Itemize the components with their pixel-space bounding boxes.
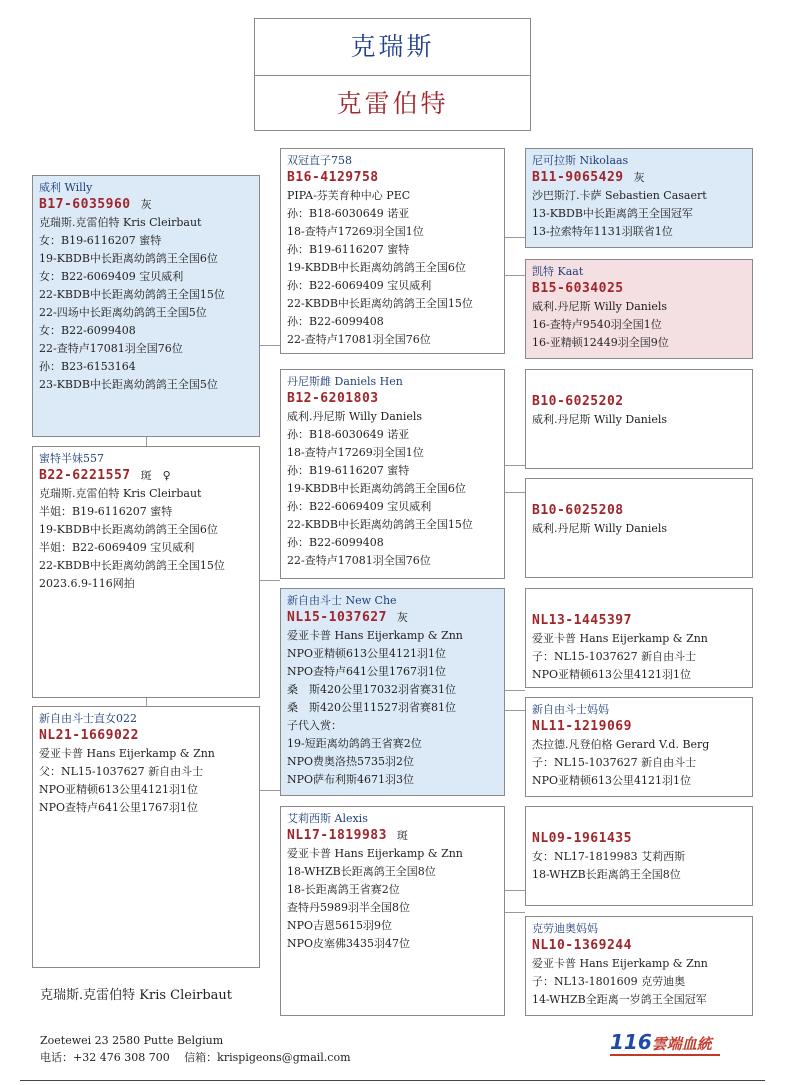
info-line: 孙：B18-6030649 诺亚 (287, 428, 410, 441)
info-line: 查特丹5989羽半全国8位 (287, 901, 410, 914)
info-line: 女：B22-6099408 (39, 324, 136, 337)
title-secondary: 克雷伯特 (336, 89, 449, 118)
info-line: 孙：B23-6153164 (39, 360, 136, 373)
pedigree-box-sire (32, 175, 260, 437)
info-line: 爱亚卡普 Hans Eijerkamp & Znn (39, 747, 215, 760)
info-line: 18-长距离鸽王省赛2位 (287, 883, 400, 896)
bottom-divider (20, 1080, 765, 1081)
ring-number: B17-6035960 灰 (39, 197, 152, 212)
info-line: NPO亚精顿613公里4121羽1位 (39, 783, 199, 796)
ring-number: NL21-1669022 (39, 728, 139, 743)
info-line: 18-查特卢17269羽全国1位 (287, 225, 424, 238)
pedigree-box-ggdam-1 (525, 259, 753, 359)
bird-name: 新自由斗士妈妈 (532, 703, 609, 716)
connector (504, 275, 525, 276)
pedigree-box-ggsire-4 (525, 806, 753, 906)
ring-number: NL11-1219069 (532, 719, 632, 734)
info-line: 14-WHZB全距离一岁鸽王全国冠军 (532, 993, 707, 1006)
info-line: 孙：B19-6116207 蜜特 (287, 464, 410, 477)
bird-name: 蜜特半妹557 (39, 452, 104, 465)
ring-number: B10-6025208 (532, 503, 624, 518)
pedigree-box-subject (32, 446, 260, 698)
info-line: 孙：B19-6116207 蜜特 (287, 243, 410, 256)
contact-info: 电话：+32 476 308 700 信箱：krispigeons@gmail.com (40, 1051, 351, 1064)
title-box (254, 18, 531, 131)
logo-number: 116 (610, 1030, 652, 1054)
bird-name: 凯特 Kaat (532, 265, 584, 278)
connector (146, 436, 147, 446)
ring-number: B11-9065429 灰 (532, 170, 645, 185)
bird-name: 尼可拉斯 Nikolaas (532, 154, 629, 167)
ring-number: NL15-1037627 灰 (287, 610, 408, 625)
connector (260, 790, 280, 791)
info-line: NPO吉恩5615羽9位 (287, 919, 393, 932)
info-line: 女：NL17-1819983 艾莉西斯 (532, 850, 686, 863)
info-line: 13-拉索特年1131羽联省1位 (532, 225, 673, 238)
ring-number: B12-6201803 (287, 391, 379, 406)
bird-name: 克劳迪奥妈妈 (532, 922, 598, 935)
info-line: 23-KBDB中长距离幼鸽鸽王全国5位 (39, 378, 218, 391)
address: Zoetewei 23 2580 Putte Belgium (40, 1034, 224, 1047)
info-line: 22-KBDB中长距离幼鸽鸽王全国15位 (287, 518, 473, 531)
info-line: 爱亚卡普 Hans Eijerkamp & Znn (532, 632, 708, 645)
info-line: PIPA-芬芙育种中心 PEC (287, 189, 411, 202)
connector (504, 912, 525, 913)
title-primary: 克瑞斯 (255, 19, 530, 76)
bird-name: 新自由斗士 New Che (287, 594, 397, 607)
info-line: 子：NL13-1801609 克劳迪奥 (532, 975, 686, 988)
ring-number: NL10-1369244 (532, 938, 632, 953)
info-line: 女：B22-6069409 宝贝威利 (39, 270, 184, 283)
connector (260, 580, 280, 581)
info-line: 22-查特卢17081羽全国76位 (39, 342, 183, 355)
info-line: 22-四场中长距离幼鸽鸽王全国5位 (39, 306, 207, 319)
info-line: 孙：B18-6030649 诺亚 (287, 207, 410, 220)
info-line: 爱亚卡普 Hans Eijerkamp & Znn (287, 629, 463, 642)
pedigree-box-granddam-1 (280, 369, 505, 579)
info-line: NPO皮塞佛3435羽47位 (287, 937, 411, 950)
pedigree-box-ggsire-3 (525, 588, 753, 688)
connector (504, 690, 525, 691)
connector (146, 697, 147, 706)
info-line: 子代入赏： (287, 719, 342, 732)
connector (504, 237, 525, 238)
info-line: 子：NL15-1037627 新自由斗士 (532, 650, 697, 663)
info-line: 22-KBDB中长距离幼鸽鸽王全国15位 (39, 288, 225, 301)
info-line: 19-KBDB中长距离幼鸽鸽王全国6位 (287, 482, 466, 495)
info-line: 2023.6.9-116网拍 (39, 577, 135, 590)
info-line: NPO亚精顿613公里4121羽1位 (532, 774, 692, 787)
connector (504, 492, 525, 493)
info-line: 父：NL15-1037627 新自由斗士 (39, 765, 204, 778)
pedigree-box-ggsire-2 (525, 369, 753, 469)
pedigree-box-ggsire-1 (525, 148, 753, 248)
info-line: 16-查特卢9540羽全国1位 (532, 318, 662, 331)
info-line: 19-短距离幼鸽鸽王省赛2位 (287, 737, 422, 750)
connector (504, 710, 525, 711)
ring-number: B15-6034025 (532, 281, 624, 296)
info-line: NPO亚精顿613公里4121羽1位 (532, 668, 692, 681)
info-line: 桑 斯420公里17032羽省赛31位 (287, 683, 456, 696)
info-line: 沙巴斯汀.卡萨 Sebastien Casaert (532, 189, 707, 202)
ring-number: NL17-1819983 斑 (287, 828, 408, 843)
info-line: 18-WHZB长距离鸽王全国8位 (532, 868, 681, 881)
info-line: 克瑞斯.克雷伯特 Kris Cleirbaut (39, 216, 202, 229)
info-line: 16-亚精顿12449羽全国9位 (532, 336, 669, 349)
ring-number: NL13-1445397 (532, 613, 632, 628)
info-line: 孙：B22-6099408 (287, 536, 384, 549)
logo-text: 雲端血統 (651, 1035, 712, 1053)
connector (504, 465, 525, 466)
info-line: 22-查特卢17081羽全国76位 (287, 333, 431, 346)
info-line: 19-KBDB中长距离幼鸽鸽王全国6位 (39, 252, 218, 265)
info-line: 威利.丹尼斯 Willy Daniels (287, 410, 423, 423)
ring-number: B10-6025202 (532, 394, 624, 409)
info-line: 爱亚卡普 Hans Eijerkamp & Znn (532, 957, 708, 970)
info-line: NPO查特卢641公里1767羽1位 (39, 801, 199, 814)
bird-name: 双冠直子758 (287, 154, 352, 167)
pedigree-box-grandsire-2 (280, 588, 505, 796)
connector (504, 890, 525, 891)
info-line: 18-查特卢17269羽全国1位 (287, 446, 424, 459)
info-line: NPO亚精顿613公里4121羽1位 (287, 647, 447, 660)
info-line: 威利.丹尼斯 Willy Daniels (532, 522, 668, 535)
info-line: 女：B19-6116207 蜜特 (39, 234, 162, 247)
info-line: NPO萨布利斯4671羽3位 (287, 773, 415, 786)
bird-name: 丹尼斯雌 Daniels Hen (287, 375, 403, 388)
info-line: 孙：B22-6069409 宝贝威利 (287, 500, 432, 513)
info-line: 19-KBDB中长距离幼鸽鸽王全国6位 (287, 261, 466, 274)
owner-name: 克瑞斯.克雷伯特 Kris Cleirbaut (40, 988, 232, 1003)
info-line: 19-KBDB中长距离幼鸽鸽王全国6位 (39, 523, 218, 536)
info-line: 22-KBDB中长距离幼鸽鸽王全国15位 (39, 559, 225, 572)
info-line: 22-查特卢17081羽全国76位 (287, 554, 431, 567)
info-line: NPO费奥洛热5735羽2位 (287, 755, 415, 768)
info-line: 子：NL15-1037627 新自由斗士 (532, 756, 697, 769)
info-line: 半姐：B19-6116207 蜜特 (39, 505, 173, 518)
logo-underline (610, 1054, 720, 1056)
info-line: 孙：B22-6069409 宝贝威利 (287, 279, 432, 292)
pedigree-box-ggdam-4 (525, 916, 753, 1016)
info-line: 爱亚卡普 Hans Eijerkamp & Znn (287, 847, 463, 860)
bird-name: 威利 Willy (39, 181, 93, 194)
info-line: 克瑞斯.克雷伯特 Kris Cleirbaut (39, 487, 202, 500)
info-line: 孙：B22-6099408 (287, 315, 384, 328)
info-line: NPO查特卢641公里1767羽1位 (287, 665, 447, 678)
info-line: 22-KBDB中长距离幼鸽鸽王全国15位 (287, 297, 473, 310)
brand-logo (610, 1030, 712, 1054)
bird-name: 艾莉西斯 Alexis (287, 812, 368, 825)
pedigree-box-grandsire-1 (280, 148, 505, 354)
connector (260, 345, 280, 346)
bird-name: 新自由斗士直女022 (39, 712, 137, 725)
info-line: 威利.丹尼斯 Willy Daniels (532, 413, 668, 426)
ring-number: B22-6221557 斑 ♀ (39, 468, 171, 483)
pedigree-box-dam (32, 706, 260, 968)
pedigree-box-ggdam-3 (525, 697, 753, 797)
info-line: 18-WHZB长距离鸽王全国8位 (287, 865, 436, 878)
info-line: 威利.丹尼斯 Willy Daniels (532, 300, 668, 313)
info-line: 半姐：B22-6069409 宝贝威利 (39, 541, 195, 554)
info-line: 杰拉德.凡登伯格 Gerard V.d. Berg (532, 738, 710, 751)
info-line: 桑 斯420公里11527羽省赛81位 (287, 701, 456, 714)
pedigree-box-granddam-2 (280, 806, 505, 1016)
pedigree-box-ggdam-2 (525, 478, 753, 578)
info-line: 13-KBDB中长距离鸽王全国冠军 (532, 207, 693, 220)
ring-number: NL09-1961435 (532, 831, 632, 846)
ring-number: B16-4129758 (287, 170, 379, 185)
contact-block (40, 1032, 351, 1066)
